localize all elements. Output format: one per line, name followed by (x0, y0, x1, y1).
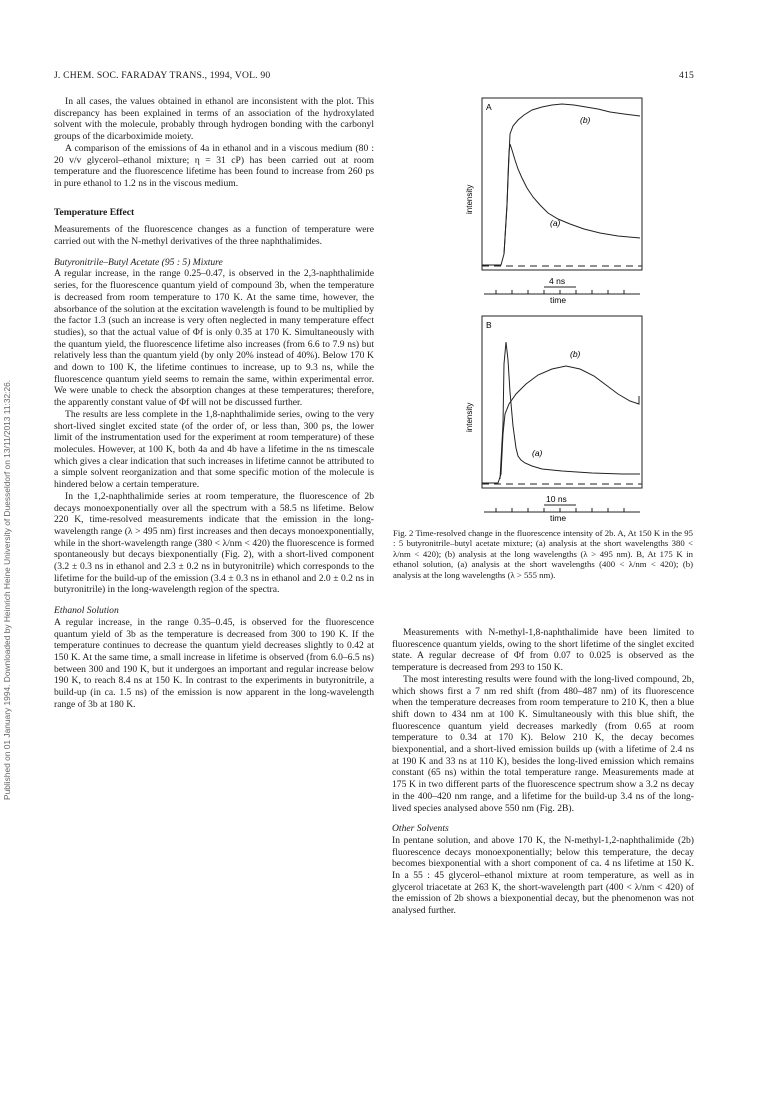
x-axis-label: time (550, 513, 567, 522)
curve-b (482, 366, 639, 483)
paragraph: Measurements of the fluorescence changes as a function of temperature were carried out with the N-methyl derivatives of the three naphthalimides. (54, 224, 374, 248)
curve-b (482, 104, 640, 265)
paragraph: Measurements with N-methyl-1,8-naphthalimide have been limited to fluorescence quantum yields, owing to the short lifetime of the singlet excited state. A regular decrease of Φf from 0.07 to 0.025 is observed as the temperature is decreased from 293 to 150 K. (392, 627, 694, 674)
subsection-heading: Ethanol Solution (54, 605, 119, 617)
subsection-heading: Butyronitrile–Butyl Acetate (95 : 5) Mixture (54, 256, 223, 268)
x-axis-label: time (550, 295, 567, 304)
paragraph: A regular increase, in the range 0.35–0.45, is observed for the fluorescence quantum yield of 3b as the temperature is decreased from 300 to 190 K. If the temperature continues to decrease the quantum yield decreases slightly to 0.42 at 150 K. At the same time, a small increase in lifetime is observed (from 6.0–6.5 ns) between 300 and 190 K, but it undergoes an important and regular increase below 190 K, to reach 8.4 ns at 150 K. In contrast to the experiments in butyronitrile, a build-up (in ca. 1.5 ns) of the emission is now apparent in the long-wavelength range of 3b at 180 K. (54, 616, 374, 710)
paragraph: In pentane solution, and above 170 K, the N-methyl-1,2-naphthalimide (2b) fluorescence decays monoexponentially; below this temperature, the decay becomes biexponential with a short component of ca. 4 ns lifetime at 150 K. In a 55 : 45 glycerol–ethanol mixture at room temperature, as well as in glycerol triacetate at 263 K, the short-wavelength part (400 < λ/nm < 420) of the emission of 2b shows a biexponential decay, but the phenomenon was not analysed further. (392, 834, 694, 917)
page-number: 415 (679, 70, 694, 81)
paragraph: The results are less complete in the 1,8-naphthalimide series, owing to the very short-lived singlet excited state (of the order of, or less than, 300 ps, the lower limit of the instrumentation used for the experiment at room temperature) of these molecules. However, at 100 K, both 4a and 4b have a lifetime in the ns timescale which gives a clear indication that such increases in lifetime cannot be attributed to a simple solvent reorganization and that some specific motion of the molecule is hindered below a certain temperature. (54, 408, 374, 491)
figure-panel-b (452, 314, 648, 522)
section-heading: Temperature Effect (54, 206, 135, 218)
panel-b-plot (452, 314, 648, 522)
curve-a-label: (a) (532, 448, 543, 458)
paragraph: A regular increase, in the range 0.25–0.47, is observed in the 2,3-naphthalimide series, for the fluorescence quantum yield of compound 3b, when the temperature is decreased from room temperature to 170 K. At the same time, however, the absorbance of the solution at the excitation wavelength is found to be multiplied by the factor 1.3 (such an increase is very often neglected in many temperature effect studies), so that the actual value of Φf is only 0.35 at 170 K. Simultaneously with the quantum yield, the fluorescence lifetime also increases (from 6.6 to 7.9 ns) but relatively less than the quantum yield (by only 20% instead of 40%). Below 170 K and down to 100 K, the lifetime continues to increase, up to 9.3 ns, while the fluorescence quantum yield seems to remain the same, within experimental error. We were unable to check the absorption changes at these temperatures; therefore, the apparently constant value of Φf will not be discussed further. (54, 268, 374, 409)
curve-b-label: (b) (580, 115, 591, 125)
curve-a (500, 342, 640, 479)
curve-a-label: (a) (550, 218, 561, 228)
curve-b-label: (b) (570, 349, 581, 359)
y-axis-label: intensity (465, 402, 474, 432)
panel-letter: B (486, 320, 492, 330)
panel-letter: A (486, 102, 492, 112)
figure-caption: Fig. 2 Time-resolved change in the fluorescence intensity of 2b. A, At 150 K in the 95 : 5 butyronitrile–butyl acetate mixture; (a) analysis at the short wavelengths 380 < λ/nm < 420); (b) analysis at the long wavelengths (λ > 495 nm). B, At 175 K in ethanol solution, (a) analysis at the short wavelengths (400 < λ/nm < 420); (b) analysis at the long wavelengths (λ > 555 nm). (393, 528, 693, 580)
curve-a (504, 144, 640, 254)
figure-panel-a (452, 96, 648, 304)
scale-bar-label: 10 ns (546, 494, 567, 504)
scale-bar-label: 4 ns (549, 276, 566, 286)
figure-2 (452, 96, 648, 522)
subsection-heading: Other Solvents (392, 823, 449, 835)
download-watermark: Published on 01 January 1994. Downloaded by Heinrich Heine University of Duesseldorf on 13/11/2013 11:32:26. (2, 379, 12, 801)
paragraph: The most interesting results were found with the long-lived compound, 2b, which shows first a 7 nm red shift (from 480–487 nm) of its fluorescence when the temperature decreases from room temperature to 210 K, then a blue shift down to 434 nm at 100 K. Simultaneously with this blue shift, the fluorescence quantum yield decreases markedly (from 0.65 at room temperature to 0.34 at 170 K). Below 210 K, the decay becomes biexponential, and a short-lived emission builds up (with a lifetime of 2.4 ns at 190 K and 33 ns at 110 K), besides the long-lived emission which remains constant (65 ns) within the total temperature range. Measurements made at 175 K in two different parts of the fluorescence spectrum show a 3.2 ns decay in the 400–420 nm range, and a lifetime for the build-up 3.4 ns of the long-lived species analysed above 550 nm (Fig. 2B). (392, 673, 694, 814)
paragraph: In the 1,2-naphthalimide series at room temperature, the fluorescence of 2b decays monoexponentially over all the spectrum with a 58.5 ns lifetime. Below 220 K, time-resolved measurements indicate that the emission in the long-wavelength range (λ > 495 nm) first increases and then decays monoexponentially, while in the short-wavelength range (380 < λ/nm < 420) the fluorescence is formed spontaneously but decays biexponentially (Fig. 2), with a short-lived component (3.2 ± 0.3 ns in ethanol and 2.3 ± 0.2 ns in butyronitrile) which corresponds to the lifetime for the build-up of the emission (3.4 ± 0.3 ns in ethanol and 2.0 ± 0.2 ns in butyronitrile) in the long-wavelength region of the spectra. (54, 490, 374, 596)
paragraph: A comparison of the emissions of 4a in ethanol and in a viscous medium (80 : 20 v/v glycerol–ethanol mixture; η = 31 cP) has been carried out at room temperature and the fluorescence lifetime has been found to increase from 260 ps in pure ethanol to 1.2 ns in the viscous medium. (54, 142, 374, 189)
panel-a-plot (452, 96, 648, 304)
right-column (392, 627, 694, 917)
y-axis-label: intensity (465, 184, 474, 214)
paragraph: In all cases, the values obtained in ethanol are inconsistent with the plot. This discrepancy has been explained in terms of an association of the hydroxylated solvent with the molecule, probably through hydrogen bonding with the carbonyl groups of the dicarboximide moiety. (54, 96, 374, 143)
left-column (54, 96, 374, 710)
running-header (54, 70, 694, 84)
journal-header: J. CHEM. SOC. FARADAY TRANS., 1994, VOL. 90 (54, 70, 271, 81)
